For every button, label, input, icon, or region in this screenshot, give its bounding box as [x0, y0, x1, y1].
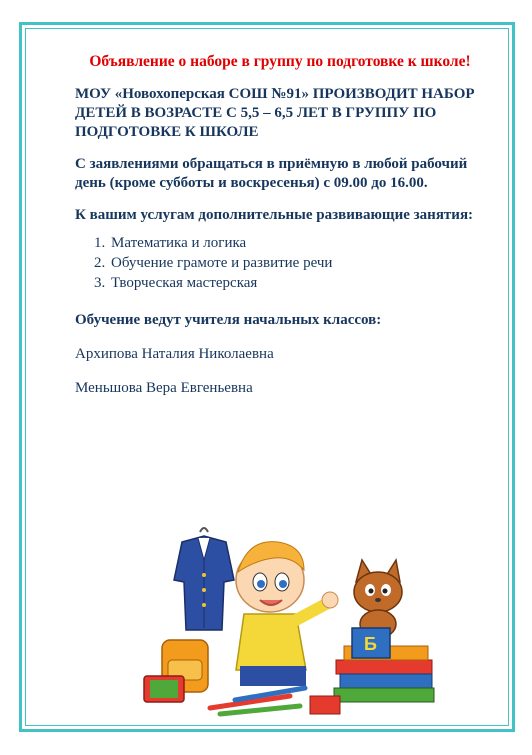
- teacher-name: Архипова Наталия Николаевна: [75, 346, 274, 362]
- application-info: С заявлениями обращаться в приёмную в любой рабочий день (кроме субботы и воскресенья) с 09.00 до 16.00.: [75, 156, 468, 191]
- course-item: 3. Творческая мастерская: [109, 273, 485, 293]
- child-icon: [236, 542, 338, 686]
- pencils-icon: [210, 688, 305, 714]
- announcement-headline: МОУ «Новохоперская СОШ №91» ПРОИЗВОДИТ НАБОР ДЕТЕЙ В ВОЗРАСТЕ С 5,5 – 6,5 ЛЕТ В ГРУППУ ПО ПОДГОТОВКЕ К ШКОЛЕ: [75, 86, 475, 140]
- announcement: [75, 52, 485, 413]
- course-item: 2. Обучение грамоте и развитие речи: [109, 253, 485, 273]
- teachers-heading: Обучение ведут учителя начальных классов:: [75, 312, 382, 328]
- books-icon: [310, 628, 434, 714]
- teacher-name: Меньшова Вера Евгеньевна: [75, 380, 253, 396]
- backpack-icon: [144, 640, 208, 702]
- services-intro: К вашим услугам дополнительные развивающие занятия:: [75, 207, 474, 223]
- school-illustration: [140, 520, 440, 720]
- course-list: [75, 233, 485, 293]
- cat-icon: [354, 560, 402, 638]
- announcement-title: Объявление о наборе в группу по подготовке к школе!: [89, 53, 471, 70]
- school-uniform-icon: [174, 528, 234, 630]
- course-item: 1. Математика и логика: [109, 233, 485, 253]
- book-letter: Б: [364, 634, 377, 654]
